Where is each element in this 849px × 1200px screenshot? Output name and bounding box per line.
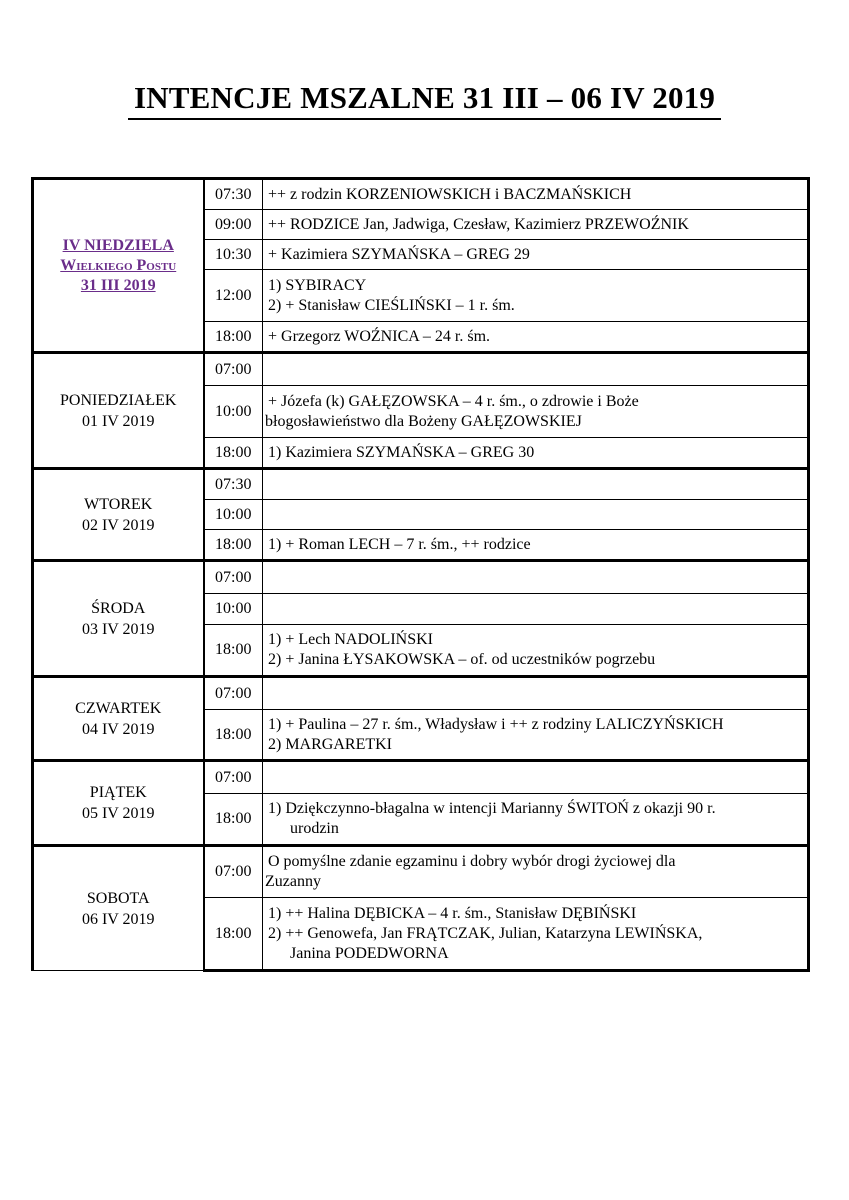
day-date: 05 IV 2019	[81, 805, 155, 822]
intention-line: 1) Kazimiera SZYMAŃSKA – GREG 30	[268, 443, 535, 461]
time-cell: 07:00	[204, 677, 263, 710]
intention-line: + Józefa (k) GAŁĘZOWSKA – 4 r. śm., o zdrowie i Boże	[268, 392, 639, 410]
time-cell: 18:00	[204, 710, 263, 761]
intention-line: O pomyślne zdanie egzaminu i dobry wybór drogi życiowej dla	[268, 853, 676, 870]
intention-cell	[263, 270, 809, 322]
day-cell-tuesday	[33, 469, 204, 561]
time-cell: 18:00	[204, 530, 263, 561]
time-cell: 07:00	[204, 846, 263, 898]
intention-cell	[263, 530, 809, 561]
time-cell: 18:00	[204, 625, 263, 677]
table-row	[33, 179, 809, 210]
day-name: SOBOTA	[86, 889, 150, 907]
time-cell: 18:00	[204, 794, 263, 846]
intention-line: + Kazimiera SZYMAŃSKA – GREG 29	[268, 245, 530, 263]
day-date: 06 IV 2019	[81, 910, 155, 928]
intention-cell	[263, 794, 809, 846]
day-name: ŚRODA	[91, 599, 146, 617]
time-cell: 07:00	[204, 761, 263, 794]
intention-line: 1) Dziękczynno-błagalna w intencji Marianny ŚWITOŃ z okazji 90 r.	[268, 800, 716, 817]
table-row	[33, 761, 809, 794]
time-cell: 10:00	[204, 500, 263, 530]
intention-line: 1) + Paulina – 27 r. śm., Władysław i ++ z rodziny LALICZYŃSKICH	[268, 715, 724, 733]
time-cell: 10:00	[204, 386, 263, 438]
intention-line: błogosławieństwo dla Bożeny GAŁĘZOWSKIEJ	[265, 412, 582, 430]
sunday-title: IV NIEDZIELA	[62, 236, 174, 254]
intention-cell	[263, 469, 809, 500]
day-cell-monday	[33, 353, 204, 469]
intention-cell	[263, 322, 809, 353]
day-cell-saturday	[33, 846, 204, 971]
table-row	[33, 469, 809, 500]
page-title-text: INTENCJE MSZALNE 31 III – 06 IV 2019	[128, 80, 721, 120]
intention-cell	[263, 438, 809, 469]
time-cell: 10:00	[204, 594, 263, 625]
sunday-subtitle: Wielkiego Postu	[60, 256, 177, 274]
intention-line: 2) + Janina ŁYSAKOWSKA – of. od uczestników pogrzebu	[268, 651, 656, 668]
time-cell: 18:00	[204, 438, 263, 469]
time-cell: 10:30	[204, 240, 263, 270]
intention-line: ++ RODZICE Jan, Jadwiga, Czesław, Kazimierz PRZEWOŹNIK	[268, 215, 689, 233]
time-cell: 18:00	[204, 322, 263, 353]
day-cell-thursday	[33, 677, 204, 761]
intention-cell	[263, 625, 809, 677]
intention-line: 1) ++ Halina DĘBICKA – 4 r. śm., Stanisław DĘBIŃSKI	[268, 904, 637, 922]
table-row	[33, 677, 809, 710]
time-cell: 07:00	[204, 353, 263, 386]
day-name: CZWARTEK	[75, 699, 162, 717]
intention-cell	[263, 677, 809, 710]
table-row	[33, 353, 809, 386]
time-cell: 07:30	[204, 469, 263, 500]
table-row	[33, 846, 809, 898]
intention-cell	[263, 846, 809, 898]
time-cell: 12:00	[204, 270, 263, 322]
intention-cell	[263, 710, 809, 761]
day-date: 04 IV 2019	[81, 720, 155, 738]
day-date: 01 IV 2019	[81, 412, 155, 430]
intention-cell	[263, 353, 809, 386]
intention-line: 2) MARGARETKI	[268, 735, 392, 753]
page-title	[0, 80, 849, 120]
mass-intentions-table	[31, 177, 810, 972]
time-cell: 07:30	[204, 179, 263, 210]
intention-cell	[263, 386, 809, 438]
intention-line: urodzin	[290, 820, 339, 837]
intention-line: Zuzanny	[265, 873, 321, 890]
intention-cell	[263, 179, 809, 210]
intention-cell	[263, 594, 809, 625]
day-name: PONIEDZIAŁEK	[60, 391, 177, 409]
intention-line: + Grzegorz WOŹNICA – 24 r. śm.	[268, 327, 491, 345]
table-row	[33, 561, 809, 594]
day-name: PIĄTEK	[89, 784, 147, 801]
day-cell-sunday	[33, 179, 204, 353]
sunday-date: 31 III 2019	[80, 276, 156, 294]
intention-line: 2) + Stanisław CIEŚLIŃSKI – 1 r. śm.	[268, 296, 515, 314]
intention-cell	[263, 561, 809, 594]
day-cell-friday	[33, 761, 204, 846]
time-cell: 18:00	[204, 898, 263, 971]
day-cell-wednesday	[33, 561, 204, 677]
intention-line: 1) SYBIRACY	[268, 276, 367, 294]
intention-line: ++ z rodzin KORZENIOWSKICH i BACZMAŃSKICH	[268, 185, 632, 203]
intention-line: 2) ++ Genowefa, Jan FRĄTCZAK, Julian, Katarzyna LEWIŃSKA,	[268, 924, 703, 942]
time-cell: 07:00	[204, 561, 263, 594]
intention-cell	[263, 761, 809, 794]
intention-line: 1) + Lech NADOLIŃSKI	[268, 631, 433, 648]
day-date: 03 IV 2019	[81, 620, 155, 638]
intention-line: 1) + Roman LECH – 7 r. śm., ++ rodzice	[268, 535, 531, 553]
intention-cell	[263, 898, 809, 971]
intention-cell	[263, 500, 809, 530]
intention-cell	[263, 240, 809, 270]
time-cell: 09:00	[204, 210, 263, 240]
day-name: WTOREK	[84, 495, 153, 513]
day-date: 02 IV 2019	[81, 516, 155, 534]
intention-line: Janina PODEDWORNA	[290, 944, 449, 962]
intention-cell	[263, 210, 809, 240]
